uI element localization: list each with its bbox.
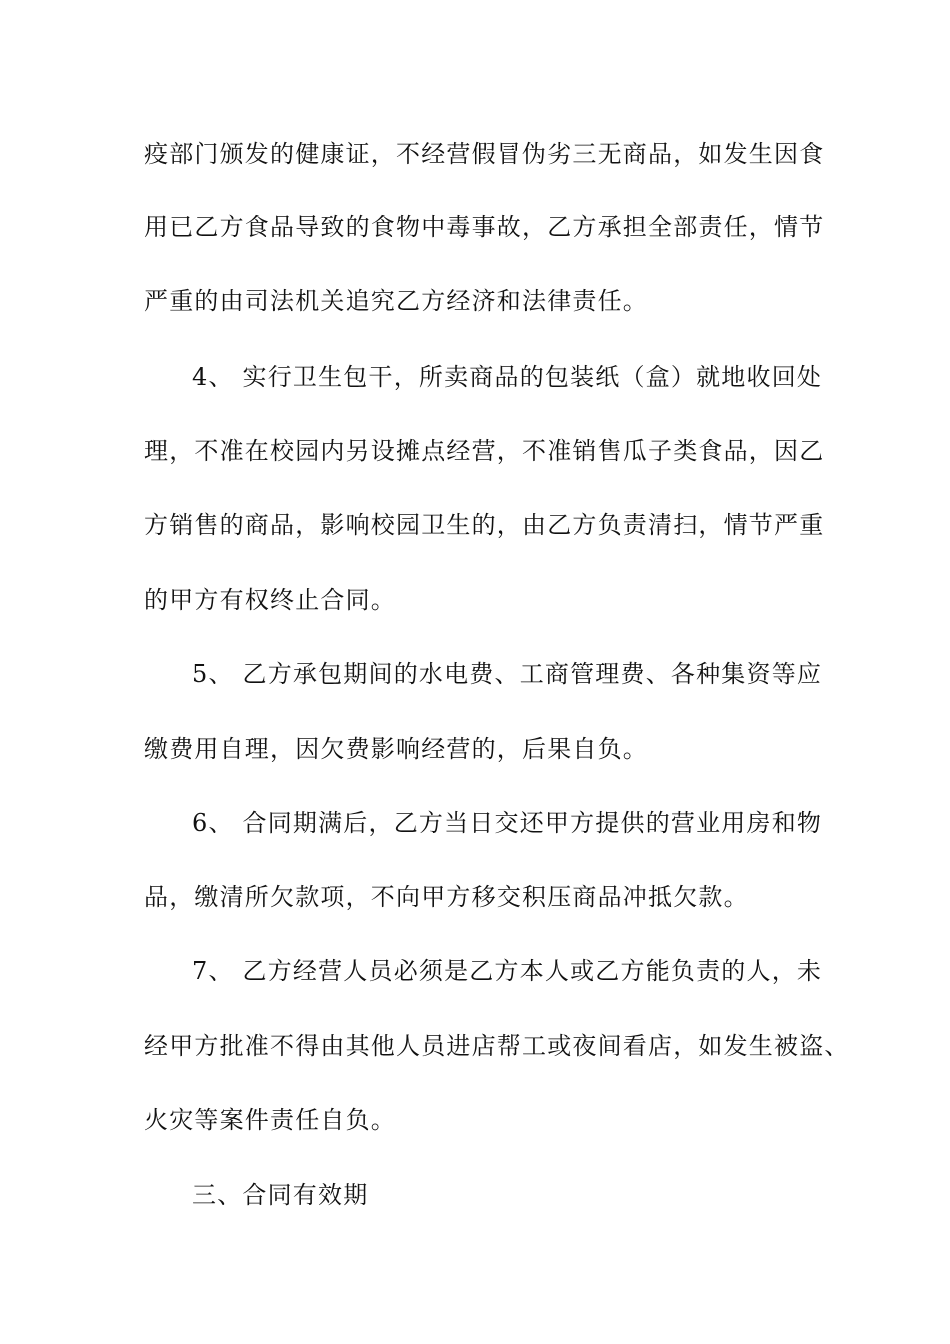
text-line: 的甲方有权终止合同。 [144, 586, 396, 614]
text-line: 缴费用自理，因欠费影响经营的，后果自负。 [144, 735, 648, 763]
text-line: 经甲方批准不得由其他人员进店帮工或夜间看店，如发生被盗、 [144, 1032, 850, 1060]
text-line: 理，不准在校园内另设摊点经营，不准销售瓜子类食品，因乙 [144, 437, 825, 465]
text-line: 4、 实行卫生包干，所卖商品的包装纸（盒）就地收回处 [192, 363, 823, 391]
text-line: 火灾等案件责任自负。 [144, 1106, 396, 1134]
text-line: 严重的由司法机关追究乙方经济和法律责任。 [144, 287, 648, 315]
text-line: 5、 乙方承包期间的水电费、工商管理费、各种集资等应 [192, 660, 823, 688]
section-heading: 三、合同有效期 [192, 1181, 369, 1209]
text-line: 方销售的商品，影响校园卫生的，由乙方负责清扫，情节严重 [144, 511, 825, 539]
text-line: 6、 合同期满后，乙方当日交还甲方提供的营业用房和物 [192, 809, 823, 837]
text-line: 疫部门颁发的健康证，不经营假冒伪劣三无商品，如发生因食 [144, 140, 825, 168]
text-line: 7、 乙方经营人员必须是乙方本人或乙方能负责的人，未 [192, 957, 823, 985]
text-line: 用已乙方食品导致的食物中毒事故，乙方承担全部责任，情节 [144, 213, 825, 241]
text-line: 品，缴清所欠款项，不向甲方移交积压商品冲抵欠款。 [144, 883, 749, 911]
